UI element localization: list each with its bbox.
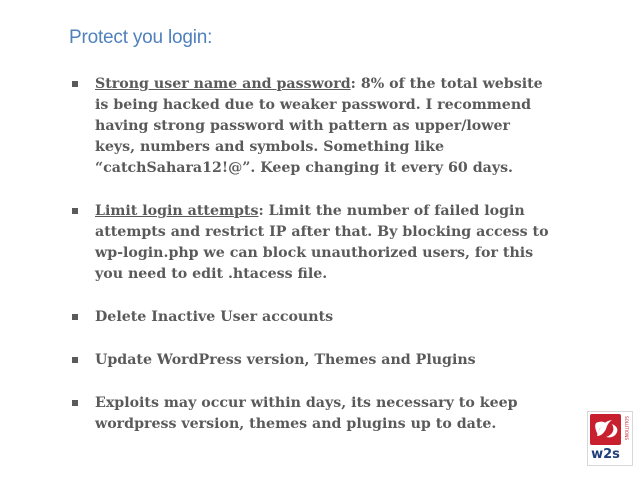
bullet-delete-inactive [72, 307, 552, 328]
logo-side-text: SOLUTIONS [624, 416, 629, 441]
bullet-lead: Strong user name and password [95, 76, 351, 92]
square-bullet-icon [72, 81, 78, 87]
bullet-text: Delete Inactive User accounts [95, 309, 334, 325]
bullet-lead: Limit login attempts [95, 203, 259, 219]
bullet-strong-password [72, 74, 552, 179]
w2s-logo-icon [588, 412, 632, 465]
bullet-text: Exploits may occur within days, its necessary to keep wordpress version, themes and plugins up to date. [95, 395, 518, 432]
bullet-exploits [72, 393, 552, 435]
square-bullet-icon [72, 208, 78, 214]
bullet-text: Update WordPress version, Themes and Plugins [95, 352, 476, 368]
square-bullet-icon [72, 314, 78, 320]
bullet-text: : Limit the number of failed login attempts and restrict IP after that. By blocking access to wp-login.php we can block unauthorized users, for this you need to edit .htacess file. [95, 203, 549, 282]
logo-brand-text: w2s [591, 447, 620, 462]
w2s-logo [587, 411, 633, 466]
bullet-text: : 8% of the total website is being hacked due to weaker password. I recommend having strong password with pattern as upper/lower keys, numbers and symbols. Something like “catchSahara12!@”. Keep changing it every 60 days. [95, 76, 543, 176]
bullet-list [72, 74, 552, 457]
bullet-limit-login [72, 201, 552, 285]
square-bullet-icon [72, 400, 78, 406]
square-bullet-icon [72, 357, 78, 363]
slide-title: Protect you login: [69, 27, 213, 48]
bullet-update-wordpress [72, 350, 552, 371]
